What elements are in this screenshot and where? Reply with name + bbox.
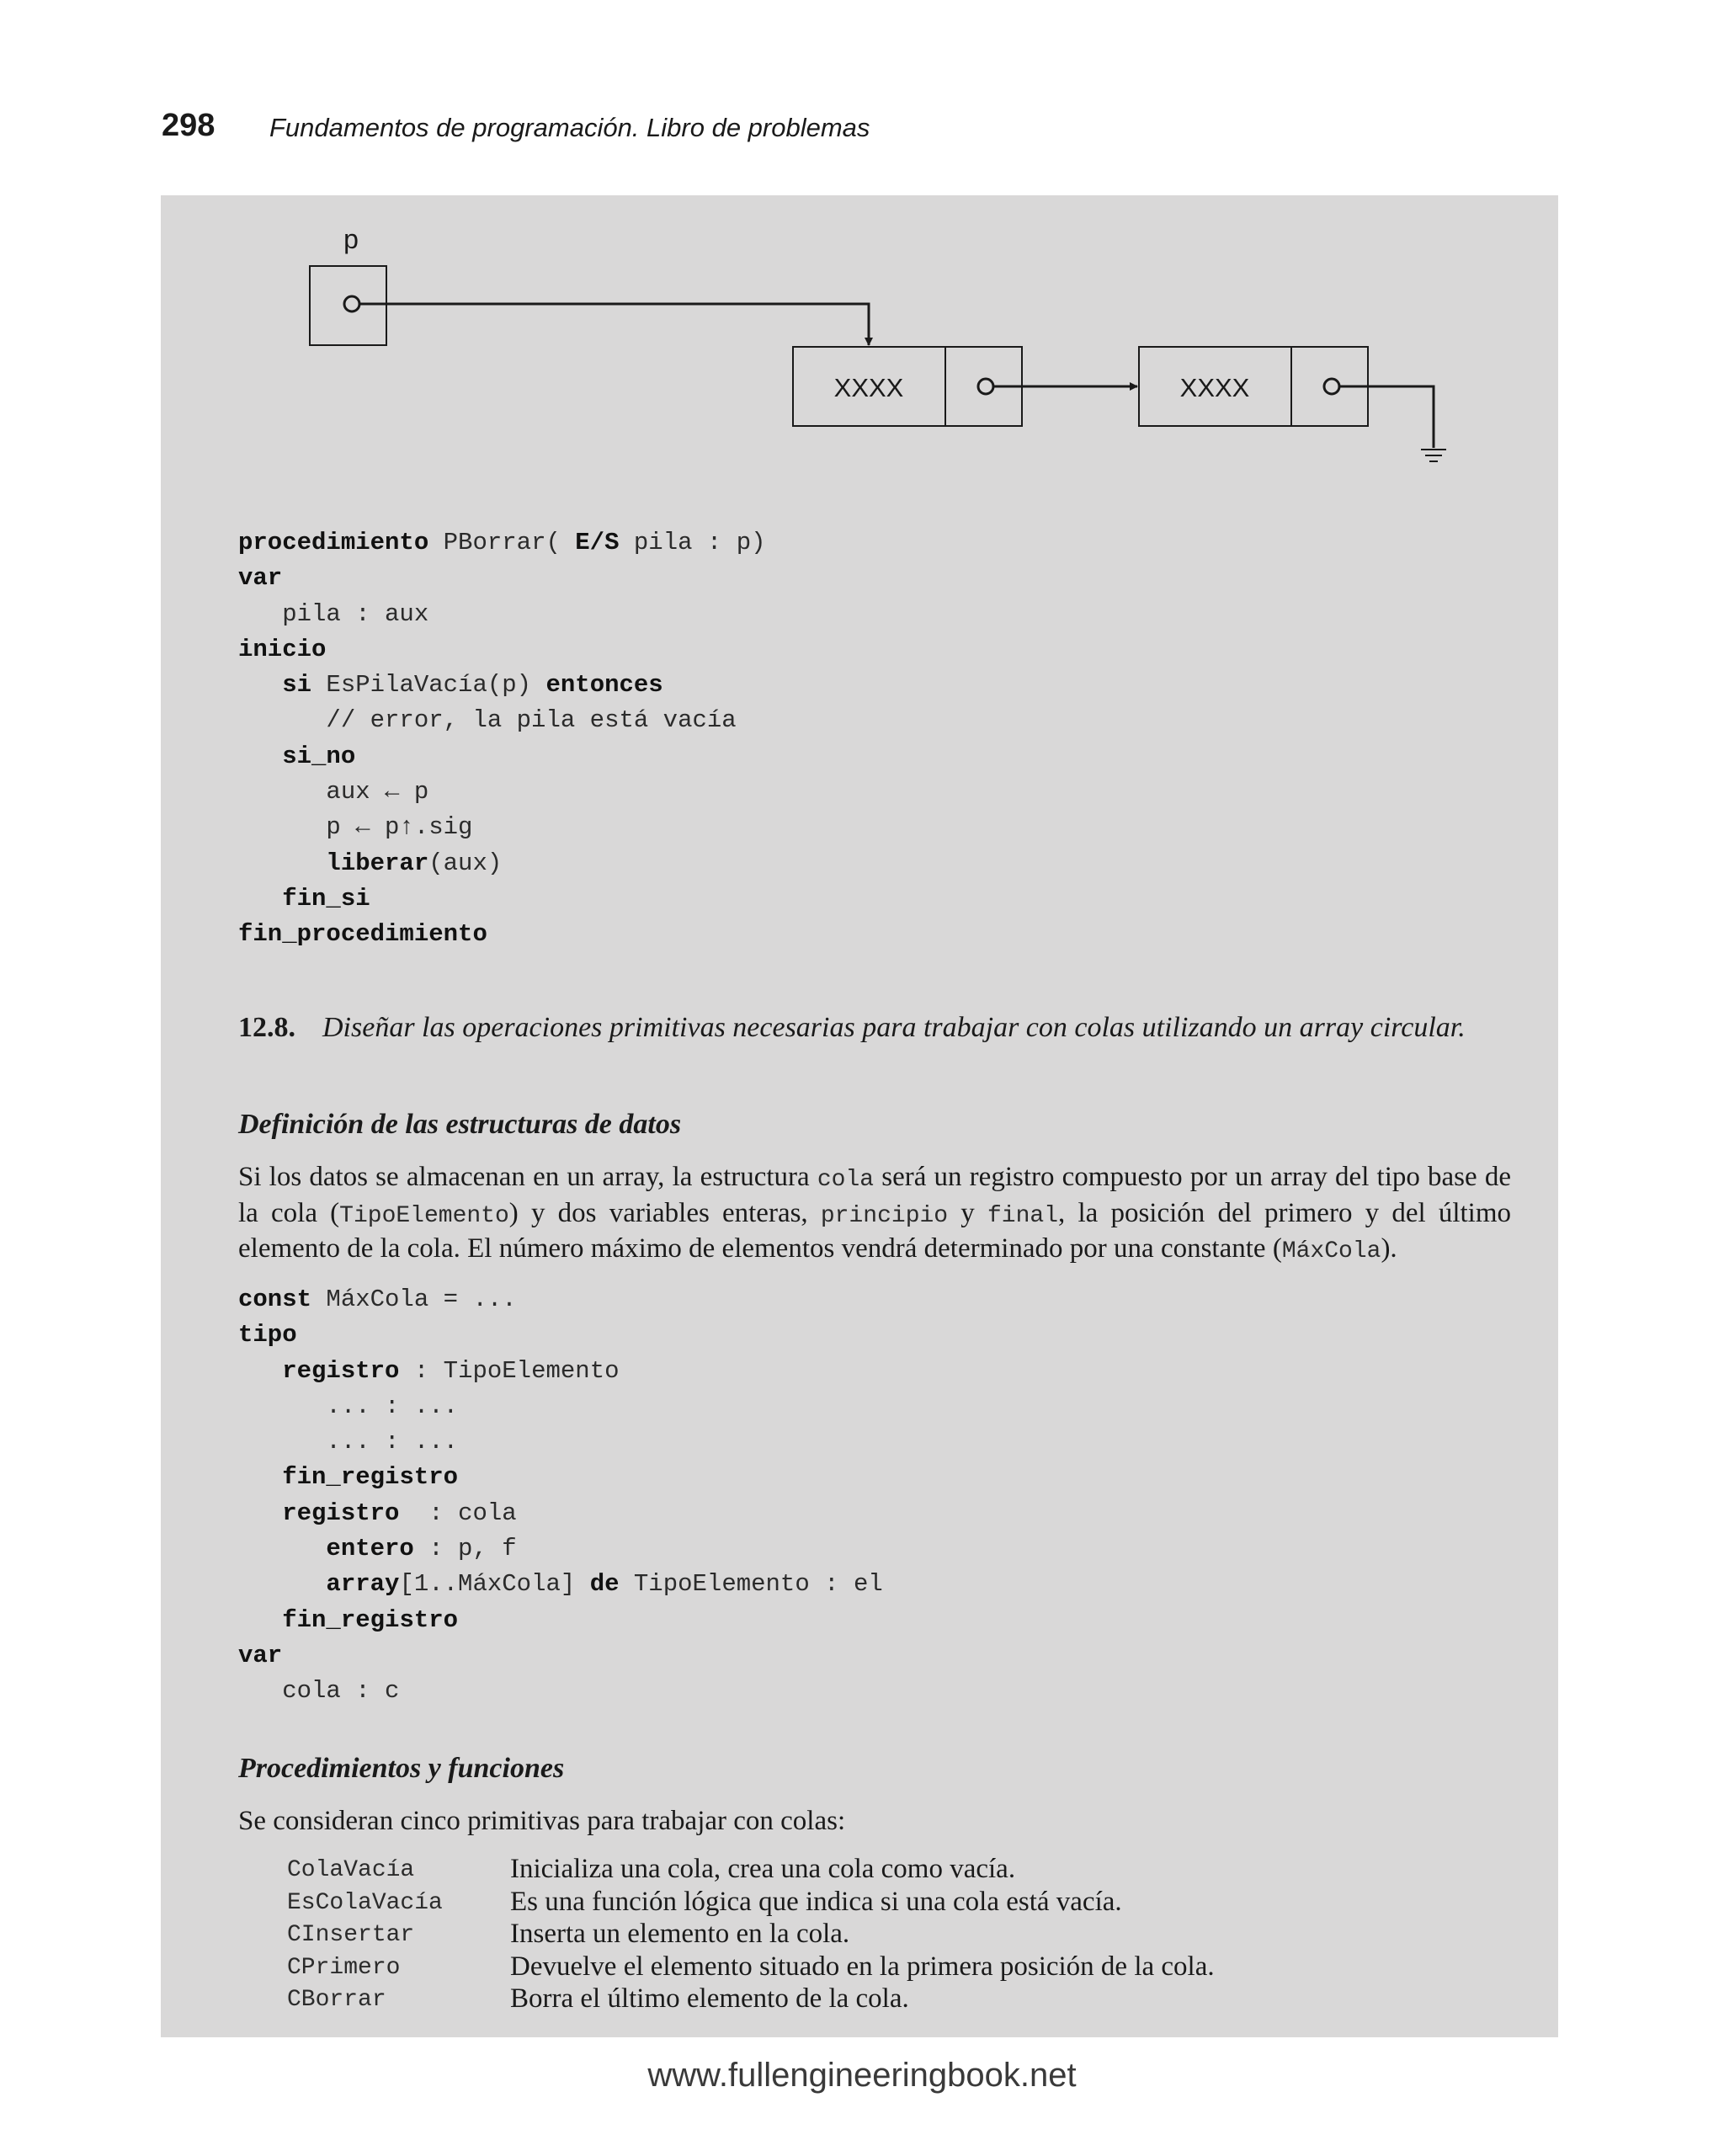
code-keyword: E/S <box>575 529 620 556</box>
code-text: aux ← p <box>238 778 429 807</box>
primitive-description: Es una función lógica que indica si una cola está vacía. <box>510 1886 1122 1917</box>
code-line <box>238 810 766 845</box>
code-line <box>238 668 766 703</box>
inline-code: TipoElemento <box>339 1202 509 1229</box>
code-text: : cola <box>399 1499 517 1527</box>
code-keyword: entero <box>326 1535 414 1563</box>
code-text: : TipoElemento <box>399 1356 620 1385</box>
content-panel <box>161 195 1558 2037</box>
code-text: TipoElemento : el <box>619 1570 883 1599</box>
code-text: MáxCola = ... <box>311 1286 517 1313</box>
running-title: Fundamentos de programación. Libro de problemas <box>269 113 870 142</box>
code-text <box>238 849 326 877</box>
code-text <box>238 1357 282 1385</box>
code-line <box>238 1674 883 1709</box>
code-text: // error, la pila está vacía <box>238 706 737 735</box>
inline-code: principio <box>820 1202 949 1229</box>
inline-code: MáxCola <box>1281 1238 1381 1264</box>
code-keyword: de <box>589 1570 620 1599</box>
paragraph-text: ). <box>1381 1233 1397 1264</box>
code-line <box>238 739 766 775</box>
problem-statement: Diseñar las operaciones primitivas necesarias para trabajar con colas utilizando un array circular. <box>322 1012 1466 1043</box>
paragraph-text: será un registro compuesto por un array del tipo base de la cola ( <box>238 1162 1511 1228</box>
code-keyword: const <box>238 1286 312 1313</box>
primitive-description: Inicializa una cola, crea una cola como vacía. <box>510 1854 1016 1884</box>
inline-code: final <box>987 1202 1059 1229</box>
code-line <box>238 1603 883 1638</box>
code-line <box>238 917 766 952</box>
code-keyword: var <box>238 1641 283 1669</box>
code-text: PBorrar( <box>428 529 576 556</box>
primitive-row <box>287 1983 1381 2016</box>
code-keyword: registro <box>282 1499 400 1527</box>
primitive-row <box>287 1887 1381 1919</box>
primitives-list <box>287 1854 1381 2016</box>
code-line <box>238 597 766 632</box>
code-line <box>238 1567 883 1602</box>
code-line <box>238 1424 883 1460</box>
code-text: EsPilaVacía(p) <box>311 671 546 700</box>
data-structures-paragraph <box>238 1161 1511 1269</box>
code-text <box>238 671 282 699</box>
code-text <box>238 1570 326 1598</box>
code-keyword: entonces <box>545 671 663 700</box>
node1-next-dot <box>978 379 993 394</box>
code-block-pborrar <box>238 525 766 953</box>
section-heading-procedures: Procedimientos y funciones <box>238 1753 565 1784</box>
code-block-cola-definition <box>238 1282 883 1710</box>
pointer-label: p <box>343 224 359 254</box>
problem-number: 12.8. <box>238 1012 295 1043</box>
null-pointer-line <box>1339 386 1434 448</box>
code-line <box>238 881 766 917</box>
code-line <box>238 1354 883 1389</box>
paragraph-text: , la posición del primero y del último elemento de la cola. El número máximo de elementos vendrá determinado por una constante ( <box>238 1197 1511 1264</box>
code-text <box>238 1606 282 1634</box>
code-keyword: procedimiento <box>238 529 429 556</box>
code-keyword: si <box>282 671 312 700</box>
code-text <box>238 885 282 913</box>
section-heading-data-structures: Definición de las estructuras de datos <box>238 1109 682 1140</box>
code-line <box>238 703 766 738</box>
primitive-name: CPrimero <box>287 1954 401 1981</box>
primitive-description: Inserta un elemento en la cola. <box>510 1919 850 1949</box>
code-keyword: registro <box>282 1356 400 1385</box>
code-text: (aux) <box>428 849 503 877</box>
primitive-row <box>287 1919 1381 1951</box>
paragraph-text: y <box>948 1197 987 1228</box>
node1-value: XXXX <box>833 373 904 402</box>
code-keyword: fin_si <box>282 884 370 913</box>
code-line <box>238 1531 883 1567</box>
code-line <box>238 1389 883 1424</box>
code-keyword: fin_registro <box>282 1463 459 1492</box>
code-text: cola : c <box>238 1677 400 1706</box>
null-ground-icon <box>1421 450 1446 461</box>
code-keyword: var <box>238 564 283 593</box>
node2-next-dot <box>1324 379 1339 394</box>
code-text <box>238 1463 282 1491</box>
paragraph-text: ) y dos variables enteras, <box>508 1197 821 1228</box>
code-text <box>238 1499 282 1527</box>
footer-url: www.fullengineeringbook.net <box>647 2057 1077 2094</box>
code-text <box>238 743 282 770</box>
pointer-arrow <box>359 304 869 345</box>
code-line <box>238 775 766 810</box>
problem-12-8 <box>238 1012 1511 1044</box>
paragraph-text: Si los datos se almacenan en un array, la estructura <box>238 1162 817 1192</box>
code-keyword: tipo <box>238 1321 297 1349</box>
code-keyword: fin_procedimiento <box>238 920 487 949</box>
inline-code: cola <box>817 1167 875 1193</box>
code-line <box>238 1496 883 1531</box>
code-line <box>238 1318 883 1353</box>
code-line <box>238 1460 883 1495</box>
code-text: pila : aux <box>238 599 429 628</box>
code-keyword: array <box>326 1570 400 1599</box>
code-keyword: inicio <box>238 635 327 663</box>
primitive-row <box>287 1951 1381 1984</box>
code-line <box>238 846 766 881</box>
code-keyword: liberar <box>326 849 429 877</box>
primitive-name: CInsertar <box>287 1922 415 1948</box>
pointer-box <box>310 266 386 345</box>
procedures-intro: Se consideran cinco primitivas para trabajar con colas: <box>238 1806 846 1836</box>
code-text: p ← p↑.sig <box>238 813 473 842</box>
code-text: : p, f <box>413 1535 517 1563</box>
primitive-description: Devuelve el elemento situado en la primera posición de la cola. <box>510 1951 1215 1982</box>
code-keyword: fin_registro <box>282 1605 459 1634</box>
code-text: ... : ... <box>238 1392 459 1420</box>
pointer-dot <box>344 296 359 311</box>
primitive-name: CBorrar <box>287 1987 386 2013</box>
code-line <box>238 525 766 561</box>
primitive-description: Borra el último elemento de la cola. <box>510 1983 909 2014</box>
primitive-row <box>287 1854 1381 1887</box>
code-line <box>238 632 766 668</box>
code-keyword: si_no <box>282 742 356 770</box>
code-text: [1..MáxCola] <box>399 1570 590 1599</box>
code-line <box>238 561 766 596</box>
node2-value: XXXX <box>1179 373 1250 402</box>
code-line <box>238 1282 883 1318</box>
code-text: ... : ... <box>238 1428 459 1456</box>
primitive-name: ColaVacía <box>287 1857 415 1883</box>
code-text <box>238 1535 326 1562</box>
code-line <box>238 1638 883 1674</box>
primitive-name: EsColaVacía <box>287 1889 443 1916</box>
page-number: 298 <box>162 108 216 143</box>
linked-stack-diagram <box>161 195 1558 482</box>
code-text: pila : p) <box>619 529 766 556</box>
